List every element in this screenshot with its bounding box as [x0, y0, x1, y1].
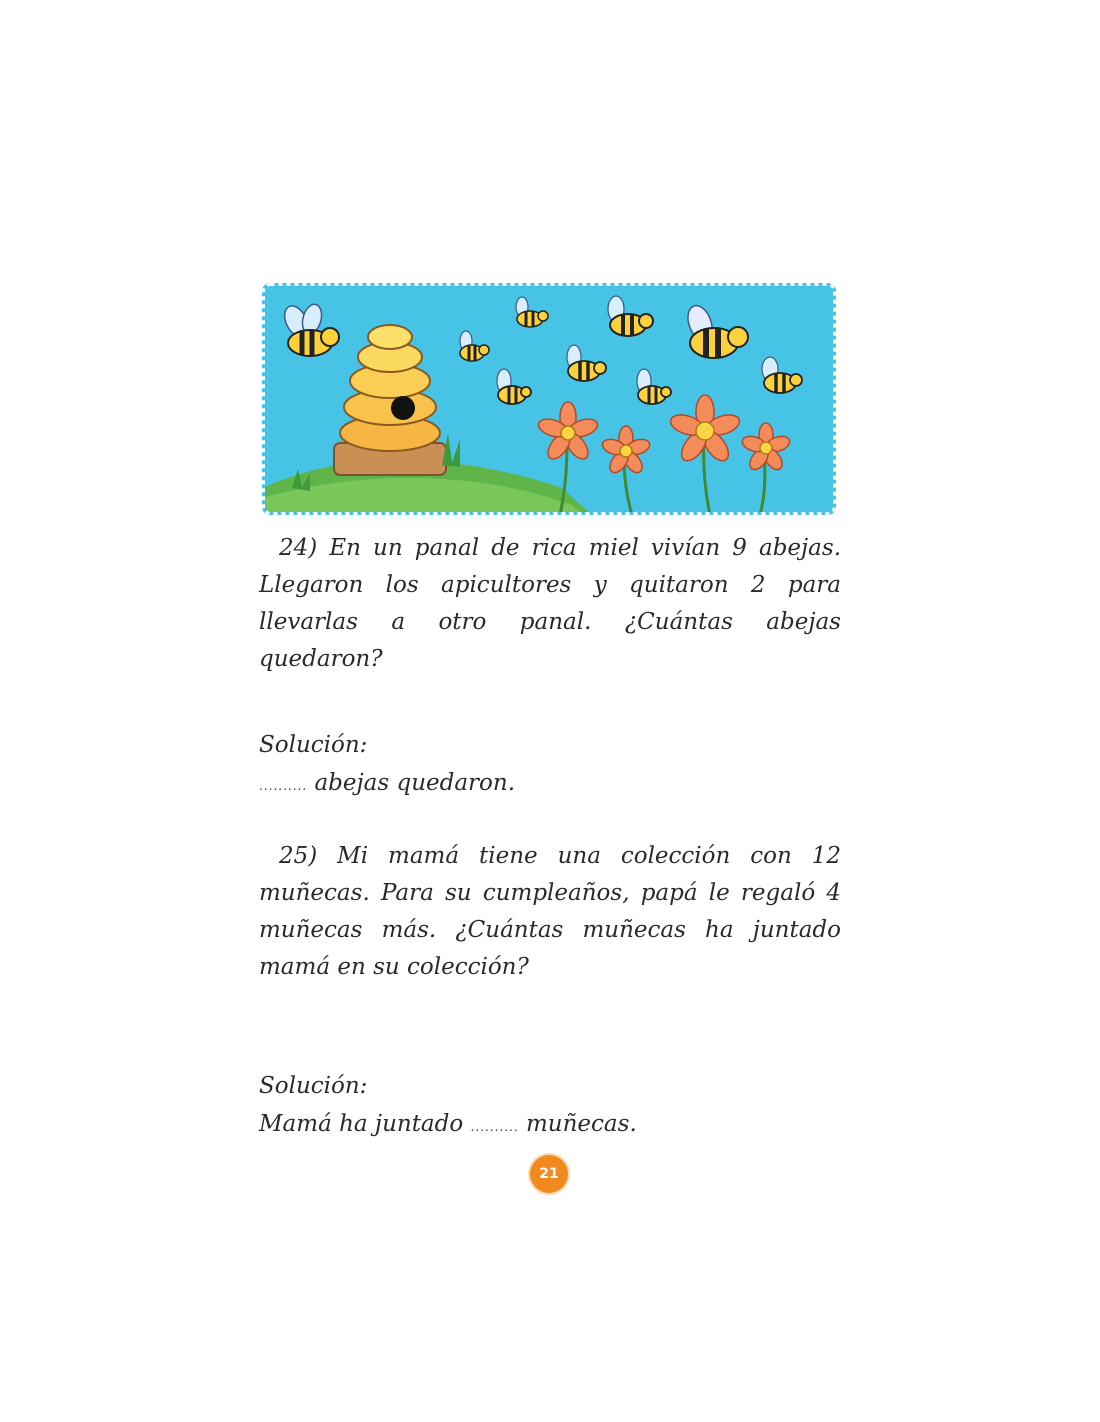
answer-text: abejas quedaron.: [314, 770, 516, 796]
answer-blank[interactable]: ..........: [259, 779, 308, 793]
solution-25-answer: [259, 1106, 841, 1146]
solution-25-label: Solución:: [259, 1073, 368, 1099]
answer-prefix: Mamá ha juntado: [259, 1111, 464, 1137]
solution-24-label: Solución:: [259, 732, 368, 758]
solution-24-answer: [259, 765, 841, 805]
beehive-illustration: [262, 283, 836, 515]
problem-24-text: 24) En un panal de rica miel vivían 9 abejas. Llegaron los apicultores y quitaron 2 para llevarlas a otro panal. ¿Cuántas abejas quedaron?: [259, 535, 841, 672]
problem-25-text: 25) Mi mamá tiene una colección con 12 muñecas. Para su cumpleaños, papá le regaló 4 muñecas más. ¿Cuántas muñecas ha juntado mamá en su colección?: [259, 843, 841, 980]
answer-suffix: muñecas.: [526, 1111, 637, 1137]
answer-blank[interactable]: ..........: [470, 1120, 519, 1134]
page-number-badge: 21: [530, 1155, 568, 1193]
